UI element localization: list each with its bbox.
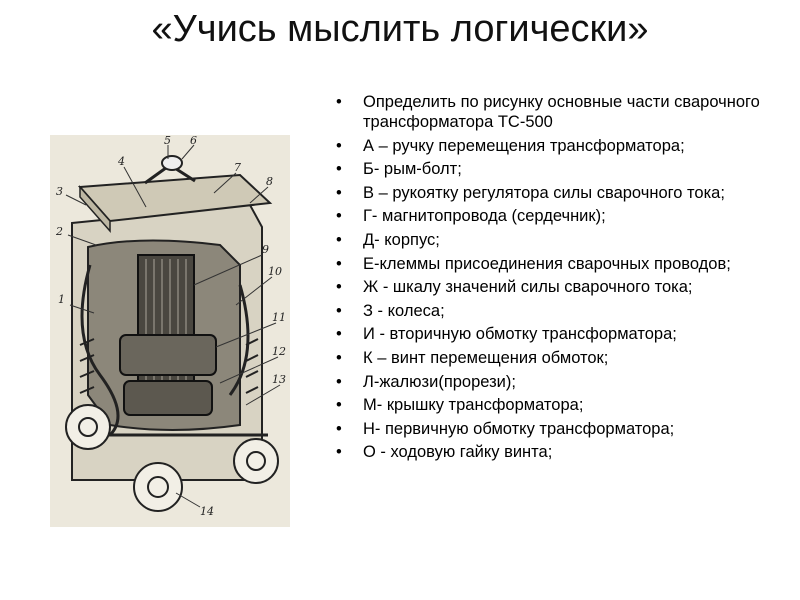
task-item-a: • А – ручку перемещения трансформатора; — [336, 136, 766, 156]
slide-title: «Учись мыслить логически» — [151, 8, 649, 50]
callout-10: 10 — [268, 265, 282, 278]
callout-2: 2 — [56, 225, 63, 238]
task-item-n: • Н- первичную обмотку трансформатора; — [336, 419, 766, 439]
task-item-b: • Б- рым-болт; — [336, 159, 766, 179]
task-item-g: • Г- магнитопровода (сердечник); — [336, 206, 766, 226]
callout-6: 6 — [190, 135, 197, 147]
task-intro: • Определить по рисунку основные части сварочного трансформатора ТС-500 — [336, 92, 766, 132]
task-item-v: • В – рукоятку регулятора силы сварочного тока; — [336, 183, 766, 203]
task-item-l: • Л-жалюзи(прорези); — [336, 372, 766, 392]
callout-13: 13 — [272, 373, 286, 386]
callout-8: 8 — [266, 175, 273, 188]
task-item-k: • К – винт перемещения обмоток; — [336, 348, 766, 368]
callout-7: 7 — [234, 161, 241, 174]
task-item-d: • Д- корпус; — [336, 230, 766, 250]
callout-4: 4 — [118, 155, 125, 168]
task-item-o: • О - ходовую гайку винта; — [336, 442, 766, 462]
callout-12: 12 — [272, 345, 286, 358]
task-item-e: • Е-клеммы присоединения сварочных проводов; — [336, 254, 766, 274]
task-item-i: • И - вторичную обмотку трансформатора; — [336, 324, 766, 344]
callout-11: 11 — [272, 311, 286, 324]
callout-5: 5 — [164, 135, 171, 147]
callout-14: 14 — [200, 505, 214, 518]
transformer-drawing — [50, 135, 290, 527]
callout-9: 9 — [262, 243, 269, 256]
task-item-m: • М- крышку трансформатора; — [336, 395, 766, 415]
task-item-zh: • Ж - шкалу значений силы сварочного тока; — [336, 277, 766, 297]
callout-1: 1 — [58, 293, 65, 306]
callout-3: 3 — [56, 185, 63, 198]
transformer-illustration — [50, 135, 290, 527]
task-list — [336, 92, 766, 466]
task-item-z: • З - колеса; — [336, 301, 766, 321]
